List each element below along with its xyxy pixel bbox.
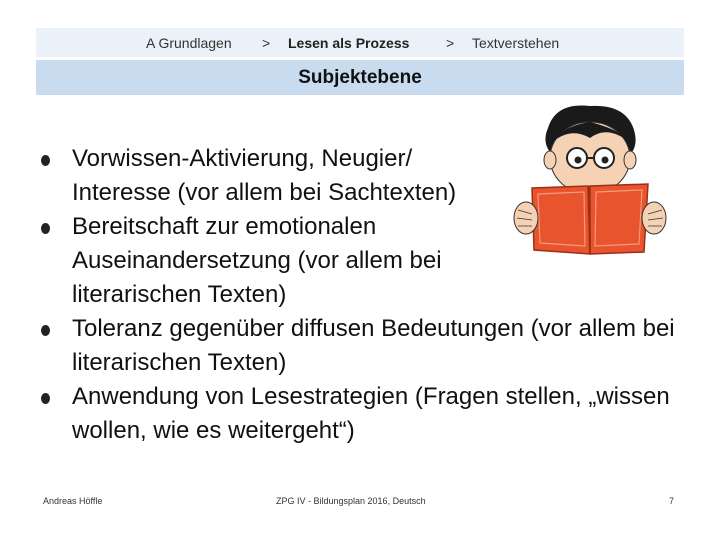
page-title: Subjektebene [298,67,422,88]
breadcrumb-item-textverstehen[interactable]: Textverstehen [472,35,560,51]
breadcrumb-item-grundlagen[interactable]: A Grundlagen [146,35,232,51]
list-item [36,312,676,380]
title-bar [36,60,684,95]
page-number: 7 [669,496,675,506]
footer-source: ZPG IV - Bildungsplan 2016, Deutsch [276,496,426,506]
footer-author: Andreas Höffle [43,496,103,506]
bullet-text: Toleranz gegenüber diffusen Bedeutungen (vor allem bei literarischen Texten) [72,315,675,376]
bullet-text: Anwendung von Lesestrategien (Fragen stellen, „wissen wollen, wie es weitergeht“) [72,383,670,444]
list-item [36,380,676,448]
bullet-icon [41,155,50,166]
bullet-icon [41,325,50,336]
boy-reading-book-icon [510,100,670,260]
breadcrumb-separator: > [262,35,271,51]
breadcrumb [36,28,684,57]
bullet-icon [41,223,50,234]
bullet-text: Bereitschaft zur emotionalen Auseinandersetzung (vor allem bei literarischen Texten) [72,213,442,308]
breadcrumb-separator: > [446,35,455,51]
bullet-icon [41,393,50,404]
bullet-text: Vorwissen-Aktivierung, Neugier/ Interesse (vor allem bei Sachtexten) [72,145,457,206]
breadcrumb-item-lesen-als-prozess[interactable]: Lesen als Prozess [288,35,410,51]
